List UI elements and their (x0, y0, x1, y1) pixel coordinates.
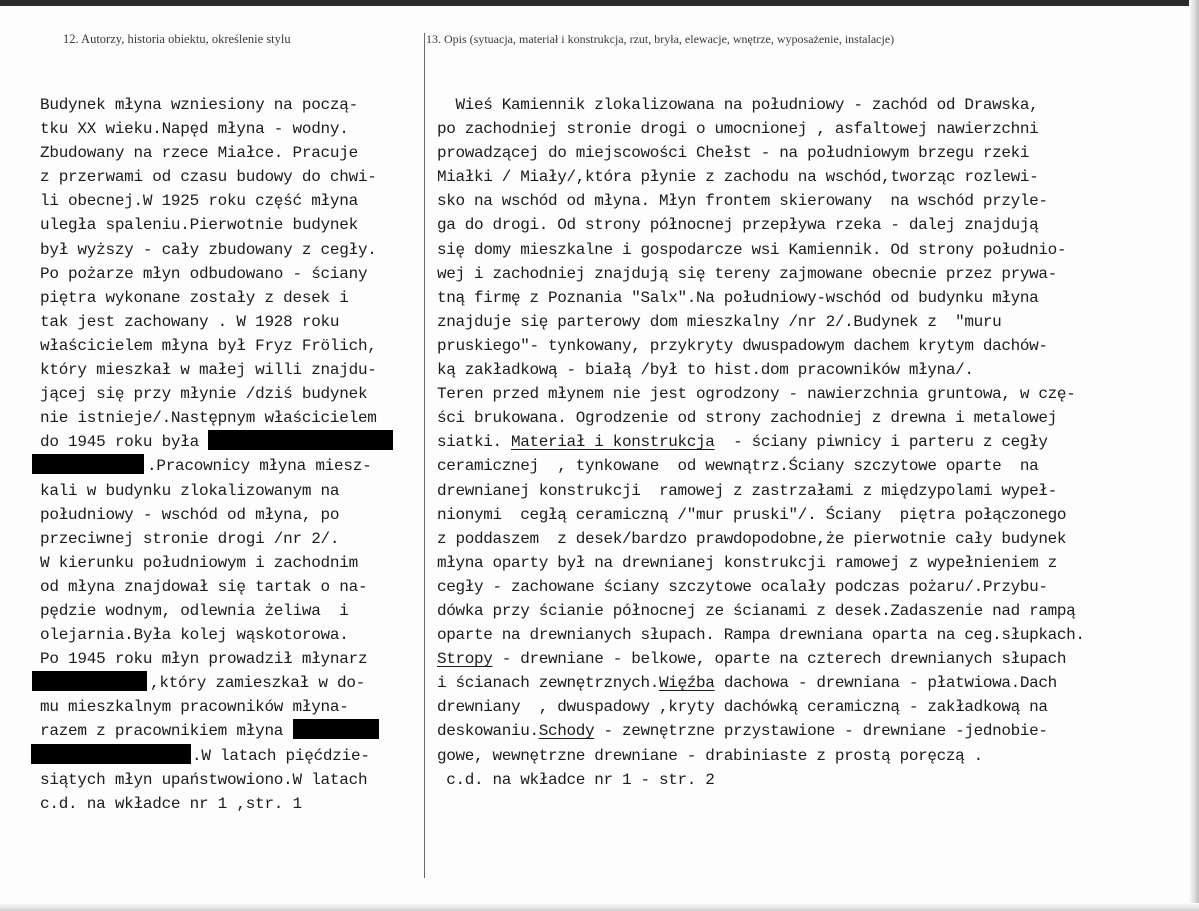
history-line: tku XX wieku.Napęd młyna - wodny. (40, 120, 349, 139)
history-line: Zbudowany na rzece Miałce. Pracuje (40, 144, 358, 163)
section-12-header: 12. Autorzy, historia obiektu, określenie stylu (63, 32, 291, 46)
description-line (437, 719, 1182, 743)
description-line: cegły - zachowane ściany szczytowe ocalały podczas pożaru/.Przybu- (437, 577, 1048, 596)
history-line: od młyna znajdował się tartak o na- (40, 577, 368, 596)
redaction-block (208, 430, 393, 450)
line-text: - zewnętrzne przystawione - drewniane -jednobie- (594, 722, 1048, 741)
description-line: pruskiego"- tynkowany, przykryty dwuspadowym dachem krytym dachów- (437, 336, 1048, 355)
history-line: był wyższy - cały zbudowany z cegły. (40, 240, 377, 259)
line-text: deskowaniu. (437, 722, 539, 741)
history-line: uległa spaleniu.Pierwotnie budynek (40, 216, 358, 235)
description-line: Wieś Kamiennik zlokalizowana na południowy - zachód od Drawska, (437, 96, 1039, 114)
description-line: oparte na drewnianych słupach. Rampa drewniana oparta na ceg.słupkach. (437, 626, 1085, 645)
history-line: południowy - wschód od młyna, po (40, 505, 340, 524)
description-line: ga do drogi. Od strony północnej przepływa rzeka - dalej znajdują (437, 216, 1039, 235)
line-text: razem z pracownikiem młyna (40, 722, 293, 741)
line-text: ,który zamieszkał w do- (150, 674, 366, 693)
history-line: li obecnej.W 1925 roku część młyna (40, 192, 358, 211)
history-line: Po 1945 roku młyn prowadził młynarz (40, 650, 368, 669)
description-line: po zachodniej stronie drogi o umocnionej , asfaltowej nawierzchni (437, 120, 1039, 139)
history-line: nie istnieje/.Następnym właścicielem (40, 409, 377, 428)
underlined-heading: Materiał i konstrukcja (511, 433, 715, 452)
description-line: się domy mieszkalne i gospodarcze wsi Kamiennik. Od strony południo- (437, 240, 1067, 259)
history-line (40, 744, 430, 768)
history-line: piętra wykonane zostały z desek i (40, 288, 349, 307)
description-line: wej i zachodniej znajdują się tereny zajmowane obecnie przez prywa- (437, 264, 1057, 283)
description-line: drewnianej konstrukcji ramowej z zastrzałami z międzypolami wypeł- (437, 481, 1057, 500)
description-line: młyna oparty był na drewnianej konstrukcji ramowej z wypełnieniem z (437, 553, 1057, 572)
history-line: W kierunku południowym i zachodnim (40, 553, 358, 572)
redaction-block (31, 744, 191, 764)
history-line: tak jest zachowany . W 1928 roku (40, 312, 340, 331)
line-text: dachowa - drewniana - płatwiowa.Dach (714, 674, 1057, 693)
history-line: pędzie wodnym, odlewnia żeliwa i (40, 601, 349, 620)
history-line: przeciwnej stronie drogi /nr 2/. (40, 529, 340, 548)
description-line: dówka przy ścianie północnej ze ścianami z desek.Zadaszenie nad rampą (437, 601, 1076, 620)
description-line: Miałki / Miały/,która płynie z zachodu na wschód,tworząc rozlewi- (437, 168, 1039, 187)
history-text-column (40, 93, 430, 816)
section-13-header: 13. Opis (sytuacja, materiał i konstrukcja, rzut, bryła, elewacje, wnętrze, wyposażenie, instalacje) (426, 32, 895, 46)
line-text: do 1945 roku była (40, 433, 209, 452)
description-line: tną firmę z Poznania "Salx".Na południowy-wschód od budynku młyna (437, 288, 1039, 307)
history-line: Budynek młyna wzniesiony na począ- (40, 96, 358, 114)
description-line (437, 671, 1182, 695)
description-line (437, 647, 1182, 671)
description-line: prowadzącej do miejscowości Chełst - na południowym brzegu rzeki (437, 144, 1030, 163)
underlined-heading: Stropy (437, 650, 493, 669)
history-line: olejarnia.Była kolej wąskotorowa. (40, 626, 349, 645)
redaction-block (32, 671, 147, 691)
description-line: gowe, wewnętrzne drewniane - drabiniaste z prostą poręczą . (437, 746, 983, 765)
history-line (40, 719, 430, 743)
history-line: który mieszkał w małej willi znajdu- (40, 361, 377, 380)
history-line (40, 671, 430, 695)
line-text: - ściany piwnicy i parteru z cegły (714, 433, 1048, 452)
description-line: ści brukowana. Ogrodzenie od strony zachodniej z drewna i metalowej (437, 409, 1057, 428)
description-line: ceramicznej , tynkowane od wewnątrz.Ściany szczytowe oparte na (437, 457, 1039, 476)
history-line (40, 430, 430, 454)
description-line: z poddaszem z desek/bardzo prawdopodobne,że pierwotnie cały budynek (437, 529, 1067, 548)
line-text: .W latach pięćdzie- (192, 746, 370, 765)
history-line: jącej się przy młynie /dziś budynek (40, 385, 368, 404)
history-line: siątych młyn upaństwowiono.W latach (40, 770, 368, 789)
history-line: kali w budynku zlokalizowanym na (40, 481, 340, 500)
description-line: drewniany , dwuspadowy ,kryty dachówką ceramiczną - zakładkową na (437, 698, 1048, 717)
description-line (437, 430, 1182, 454)
description-line: ką zakładkową - białą /był to hist.dom pracowników młyna/. (437, 361, 974, 380)
history-line: z przerwami od czasu budowy do chwi- (40, 168, 377, 187)
redaction-block (32, 454, 144, 474)
history-line: Po pożarze młyn odbudowano - ściany (40, 264, 368, 283)
scan-edge-right (1189, 0, 1199, 911)
description-line: c.d. na wkładce nr 1 - str. 2 (437, 770, 715, 789)
history-line: mu mieszkalnym pracowników młyna- (40, 698, 349, 717)
description-line: nionymi cegłą ceramiczną /"mur pruski"/. Ściany piętra połączonego (437, 505, 1067, 524)
line-text: .Pracownicy młyna miesz- (147, 457, 372, 476)
scan-edge-top (0, 0, 1199, 6)
redaction-block (293, 719, 379, 739)
history-line: właścicielem młyna był Fryz Frӧlich, (40, 336, 377, 355)
underlined-heading: Więźba (659, 674, 715, 693)
history-line (40, 454, 430, 478)
description-text-column (437, 93, 1182, 792)
description-line: Teren przed młynem nie jest ogrodzony - nawierzchnia gruntowa, w czę- (437, 385, 1076, 404)
scan-edge-bottom (0, 903, 1199, 911)
description-line: sko na wschód od młyna. Młyn frontem skierowany na wschód przyle- (437, 192, 1048, 211)
line-text: i ścianach zewnętrznych. (437, 674, 660, 693)
description-line: znajduje się parterowy dom mieszkalny /nr 2/.Budynek z "muru (437, 312, 1002, 331)
line-text: - drewniane - belkowe, oparte na czterech drewnianych słupach (492, 650, 1067, 669)
underlined-heading: Schody (538, 722, 595, 741)
history-line: c.d. na wkładce nr 1 ,str. 1 (40, 794, 302, 813)
line-text: siatki. (437, 433, 512, 452)
